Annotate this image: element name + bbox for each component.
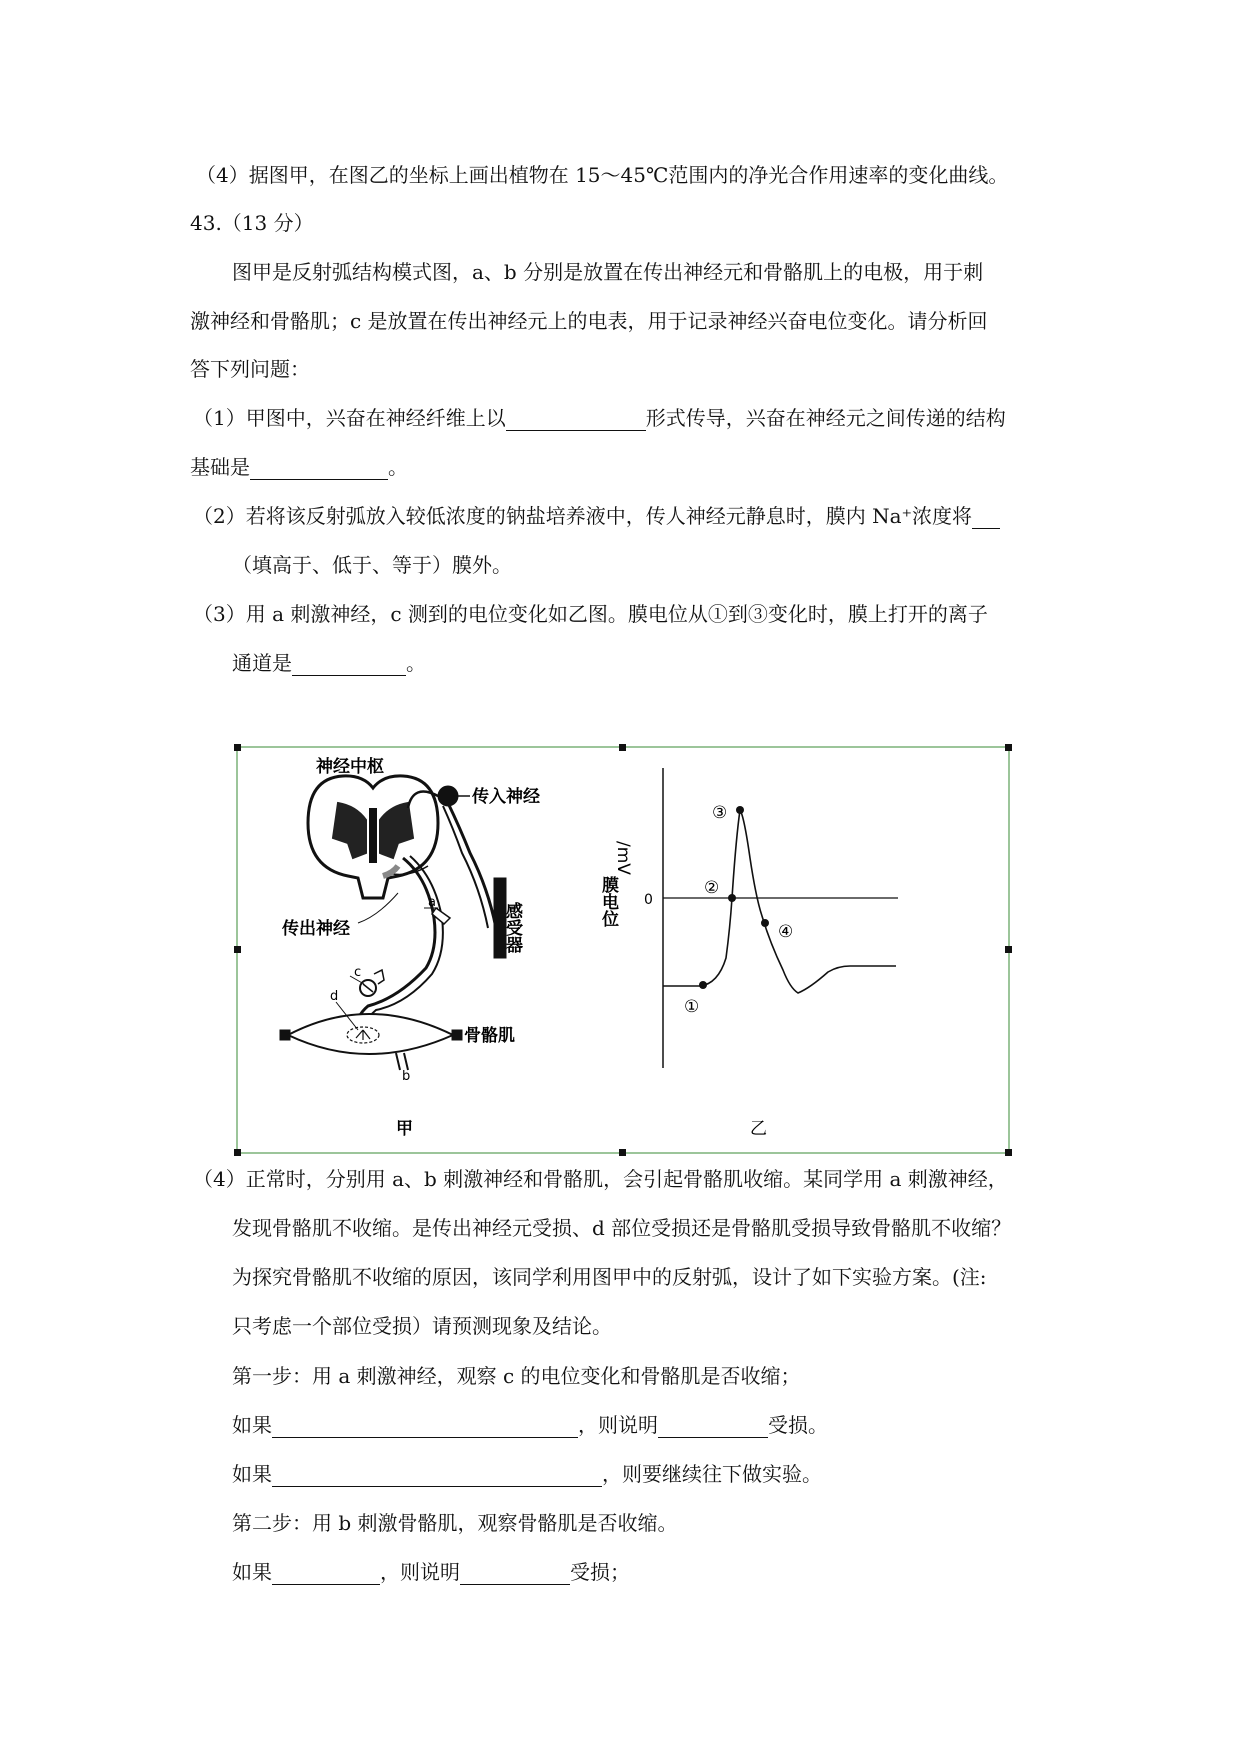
resize-handle[interactable]: [234, 1149, 241, 1156]
if2-line: [232, 1461, 822, 1487]
part4-text: 为探究骨骼肌不收缩的原因，该同学利用图甲中的反射弧，设计了如下实验方案。(注:: [232, 1265, 987, 1289]
part2-line-1: [193, 503, 1000, 529]
part3-text: （3）用 a 刺激神经，c 测到的电位变化如乙图。膜电位从①到③变化时，膜上打开的离子: [193, 602, 988, 626]
resize-handle[interactable]: [1005, 946, 1012, 953]
answer-blank[interactable]: [658, 1417, 768, 1438]
if-text: 受损；: [570, 1560, 630, 1584]
q4-top-text: （4）据图甲，在图乙的坐标上画出植物在 15～45℃范围内的净光合作用速率的变化曲线。: [196, 163, 1009, 187]
if1-line: [232, 1412, 828, 1438]
potential-graph: [663, 768, 898, 1068]
point-2: [728, 894, 736, 902]
intro-line-2: [190, 308, 988, 334]
label-skeletal-muscle: 骨骼肌: [464, 1026, 515, 1046]
central-canal: [369, 808, 377, 863]
y-axis-label: 膜电位: [598, 876, 618, 927]
part4-line-3: [232, 1264, 987, 1290]
electrode-b: [396, 1053, 408, 1070]
if3-line: [232, 1559, 630, 1585]
answer-blank[interactable]: [460, 1564, 570, 1585]
if-text: 如果: [232, 1462, 272, 1486]
part1-text: 基础是: [190, 455, 250, 479]
step2-text: 第二步：用 b 刺激骨骼肌，观察骨骼肌是否收缩。: [232, 1511, 678, 1535]
part1-line-2: [190, 454, 408, 480]
answer-blank[interactable]: [272, 1564, 380, 1585]
part2-line-2: [232, 552, 512, 578]
figure-svg: [238, 748, 1008, 1152]
answer-blank[interactable]: [272, 1417, 578, 1438]
question-43-title: [190, 210, 314, 236]
question-number: 43.（13 分）: [190, 211, 314, 235]
intro-text: 答下列问题：: [190, 357, 310, 381]
resize-handle[interactable]: [619, 744, 626, 751]
part1-text: （1）甲图中，兴奋在神经纤维上以: [193, 406, 506, 430]
point-label-1: ①: [684, 997, 700, 1017]
point-3: [736, 806, 744, 814]
tendon-left: [280, 1030, 290, 1040]
caption-yi: 乙: [750, 1119, 767, 1139]
part3-line-2: [232, 650, 426, 676]
caption-jia: 甲: [396, 1119, 413, 1139]
part2-text: （2）若将该反射弧放入较低浓度的钠盐培养液中，传人神经元静息时，膜内 Na⁺浓度将: [193, 504, 973, 528]
point-label-3: ③: [712, 803, 728, 823]
point-1: [699, 981, 707, 989]
label-afferent-nerve: 传入神经: [472, 787, 540, 807]
part4-text: （4）正常时，分别用 a、b 刺激神经和骨骼肌，会引起骨骼肌收缩。某同学用 a 刺激神经，: [193, 1167, 1008, 1191]
part3-text: 通道是: [232, 651, 292, 675]
part2-text: （填高于、低于、等于）膜外。: [232, 553, 512, 577]
part1-line-1: [193, 405, 1006, 431]
if-text: ，则要继续往下做实验。: [602, 1462, 822, 1486]
answer-blank[interactable]: [292, 655, 406, 676]
part3-text: 。: [406, 651, 426, 675]
tendon-right: [452, 1030, 462, 1040]
point-label-2: ②: [704, 878, 720, 898]
point-label-4: ④: [778, 922, 794, 942]
answer-blank[interactable]: [972, 508, 1000, 529]
answer-blank[interactable]: [506, 410, 646, 431]
resize-handle[interactable]: [1005, 744, 1012, 751]
intro-line-1: [232, 259, 983, 285]
y-axis-unit: /mV: [613, 841, 633, 875]
if-text: ，则说明: [380, 1560, 460, 1584]
if-text: ，则说明: [578, 1413, 658, 1437]
label-efferent-nerve: 传出神经: [282, 919, 350, 939]
label-receptor: 感受器: [502, 902, 522, 953]
intro-text: 激神经和骨骼肌；c 是放置在传出神经元上的电表，用于记录神经兴奋电位变化。请分析回: [190, 309, 988, 333]
if-text: 受损。: [768, 1413, 828, 1437]
label-b: b: [402, 1069, 411, 1084]
skeletal-muscle: [288, 1014, 453, 1054]
if-text: 如果: [232, 1413, 272, 1437]
part3-line-1: [193, 601, 988, 627]
intro-text: 图甲是反射弧结构模式图，a、b 分别是放置在传出神经元和骨骼肌上的电极，用于刺: [232, 260, 984, 284]
resize-handle[interactable]: [234, 744, 241, 751]
figure-panel: [236, 746, 1010, 1154]
part1-text: 形式传导，兴奋在神经元之间传递的结构: [645, 406, 1006, 430]
resize-handle[interactable]: [234, 946, 241, 953]
label-a: a: [428, 895, 436, 910]
intro-line-3: [190, 356, 310, 382]
label-c: c: [354, 965, 362, 980]
resize-handle[interactable]: [619, 1149, 626, 1156]
part4-line-4: [232, 1313, 612, 1339]
resize-handle[interactable]: [1005, 1149, 1012, 1156]
part4-line-1: [193, 1166, 1008, 1192]
step1-text: 第一步：用 a 刺激神经，观察 c 的电位变化和骨骼肌是否收缩；: [232, 1364, 801, 1388]
if-text: 如果: [232, 1560, 272, 1584]
potential-curve: [663, 810, 896, 993]
part4-text: 发现骨骼肌不收缩。是传出神经元受损、d 部位受损还是骨骼肌受损导致骨骼肌不收缩？: [232, 1216, 1012, 1240]
part4-text: 只考虑一个部位受损）请预测现象及结论。: [232, 1314, 612, 1338]
label-d: d: [330, 989, 339, 1004]
zero-tick: 0: [644, 892, 653, 908]
label-nerve-center: 神经中枢: [316, 757, 384, 777]
point-4: [761, 919, 769, 927]
part4-line-2: [232, 1215, 1011, 1241]
answer-blank[interactable]: [272, 1466, 602, 1487]
step1-line: [232, 1363, 801, 1389]
part1-text: 。: [388, 455, 408, 479]
q4-top-line: [196, 162, 1008, 188]
step2-line: [232, 1510, 678, 1536]
answer-blank[interactable]: [250, 459, 388, 480]
